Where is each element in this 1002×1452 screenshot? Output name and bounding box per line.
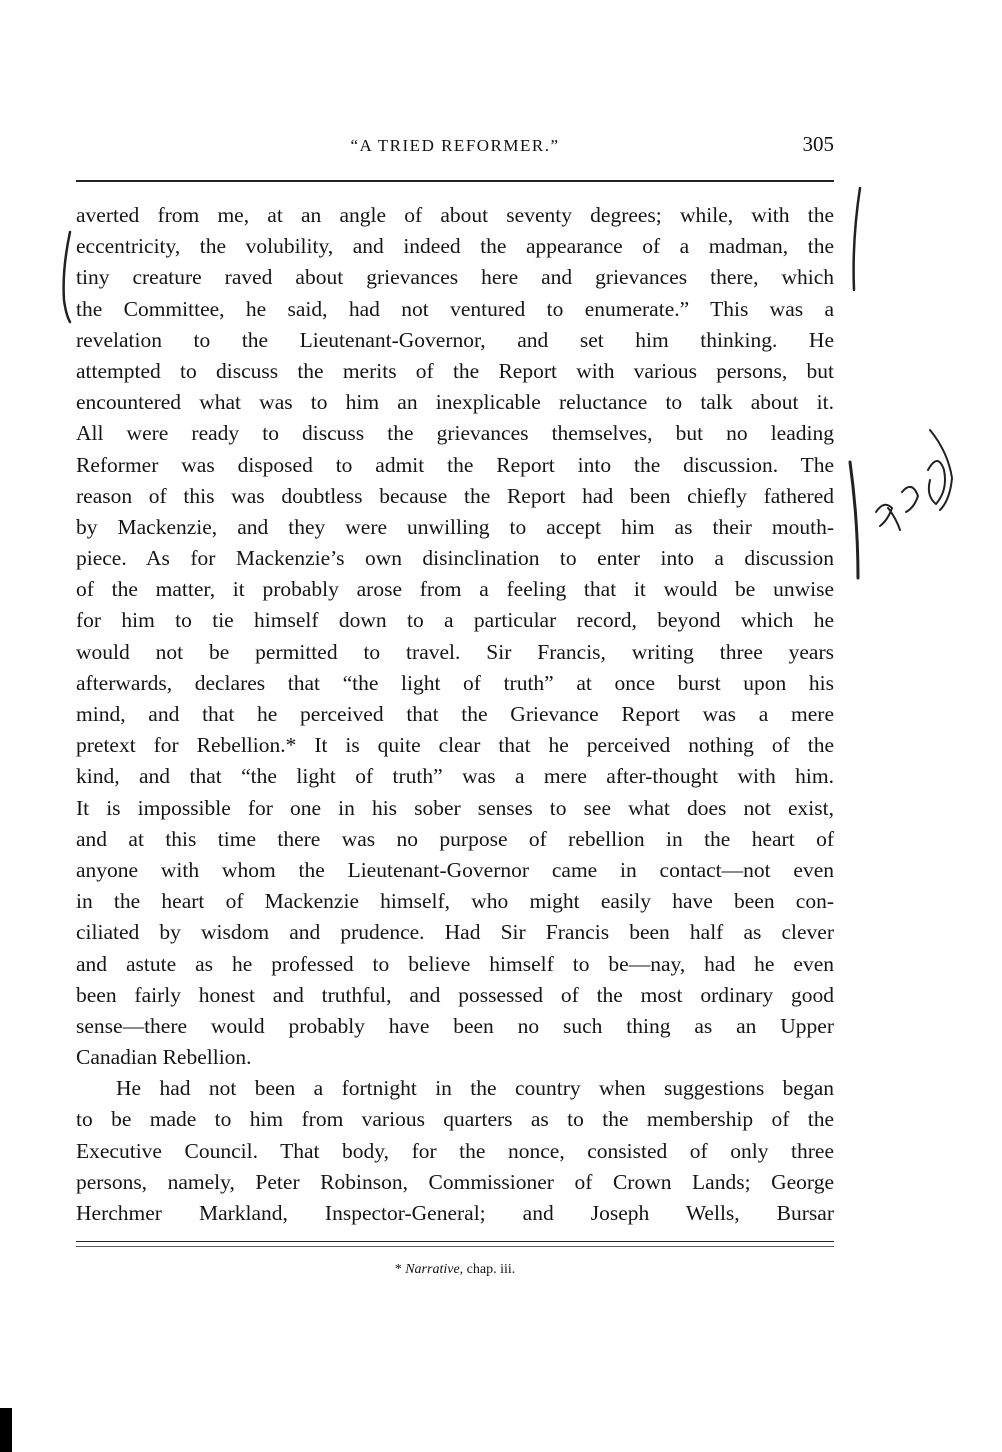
text-line: persons, namely, Peter Robinson, Commissioner of Crown Lands; George [76, 1169, 834, 1194]
text-line: and astute as he professed to believe himself to be—nay, had he even [76, 951, 834, 976]
text-line: kind, and that “the light of truth” was a mere after-thought with him. [76, 764, 834, 789]
text-line: averted from me, at an angle of about seventy degrees; while, with the [76, 203, 834, 227]
right-margin-bracket-lower [850, 462, 858, 578]
text-line: in the heart of Mackenzie himself, who might easily have been con- [76, 889, 834, 914]
text-line: would not be permitted to travel. Sir Francis, writing three years [76, 639, 834, 664]
footnote [76, 1262, 834, 1278]
text-line: attempted to discuss the merits of the Report with various persons, but [76, 358, 834, 383]
text-line: He had not been a fortnight in the country when suggestions began [116, 1076, 834, 1101]
text-line: and at this time there was no purpose of rebellion in the heart of [76, 826, 834, 851]
text-line: ciliated by wisdom and prudence. Had Sir Francis been half as clever [76, 920, 834, 945]
text-line: piece. As for Mackenzie’s own disinclination to enter into a discussion [76, 546, 834, 571]
text-line: anyone with whom the Lieutenant-Governor came in contact—not even [76, 857, 834, 882]
text-line: the Committee, he said, had not ventured to enumerate.” This was a [76, 296, 834, 321]
text-line: afterwards, declares that “the light of truth” at once burst upon his [76, 670, 834, 695]
text-line: encountered what was to him an inexplicable reluctance to talk about it. [76, 390, 834, 415]
page-number: 305 [802, 132, 834, 156]
text-line: pretext for Rebellion.* It is quite clear that he perceived nothing of the [76, 733, 834, 758]
running-head-title: “A TRIED REFORMER.” [350, 136, 560, 155]
text-line: eccentricity, the volubility, and indeed the appearance of a madman, the [76, 234, 834, 259]
footnote-marker: * [394, 1262, 406, 1277]
text-line: revelation to the Lieutenant-Governor, and set him thinking. He [76, 327, 834, 352]
footnote-rule [76, 1241, 834, 1242]
running-head [76, 132, 834, 166]
text-line: of the matter, it probably arose from a feeling that it would be unwise [76, 577, 834, 602]
text-line: Executive Council. That body, for the nonce, consisted of only three [76, 1138, 834, 1163]
text-line: mind, and that he perceived that the Grievance Report was a mere [76, 702, 834, 726]
text-line: to be made to him from various quarters as to the membership of the [76, 1107, 834, 1132]
text-line: been fairly honest and truthful, and possessed of the most ordinary good [76, 982, 834, 1007]
footnote-reference: , chap. iii. [459, 1262, 516, 1277]
text-line: Herchmer Markland, Inspector-General; and Joseph Wells, Bursar [76, 1201, 834, 1225]
text-line: by Mackenzie, and they were unwilling to accept him as their mouth- [76, 514, 834, 539]
text-line: Reformer was disposed to admit the Report into the discussion. The [76, 452, 834, 477]
text-line: sense—there would probably have been no such thing as an Upper [76, 1013, 834, 1038]
header-rule [76, 180, 834, 182]
body-text [76, 200, 834, 1229]
scan-edge-mark [0, 1408, 12, 1452]
right-margin-bracket-upper [854, 188, 860, 290]
text-line: reason of this was doubtless because the Report had been chiefly fathered [76, 483, 834, 508]
text-line: tiny creature raved about grievances here and grievances there, which [76, 265, 834, 290]
footnote-title: Narrative [405, 1262, 460, 1277]
footnote-rule-thin [76, 1246, 834, 1247]
text-line: for him to tie himself down to a particular record, beyond which he [76, 608, 834, 633]
text-line: All were ready to discuss the grievances themselves, but no leading [76, 421, 834, 446]
handwritten-mark [876, 430, 952, 530]
text-line: Canadian Rebellion. [76, 1045, 252, 1070]
text-line: It is impossible for one in his sober senses to see what does not exist, [76, 795, 834, 820]
left-margin-bracket [64, 232, 70, 322]
